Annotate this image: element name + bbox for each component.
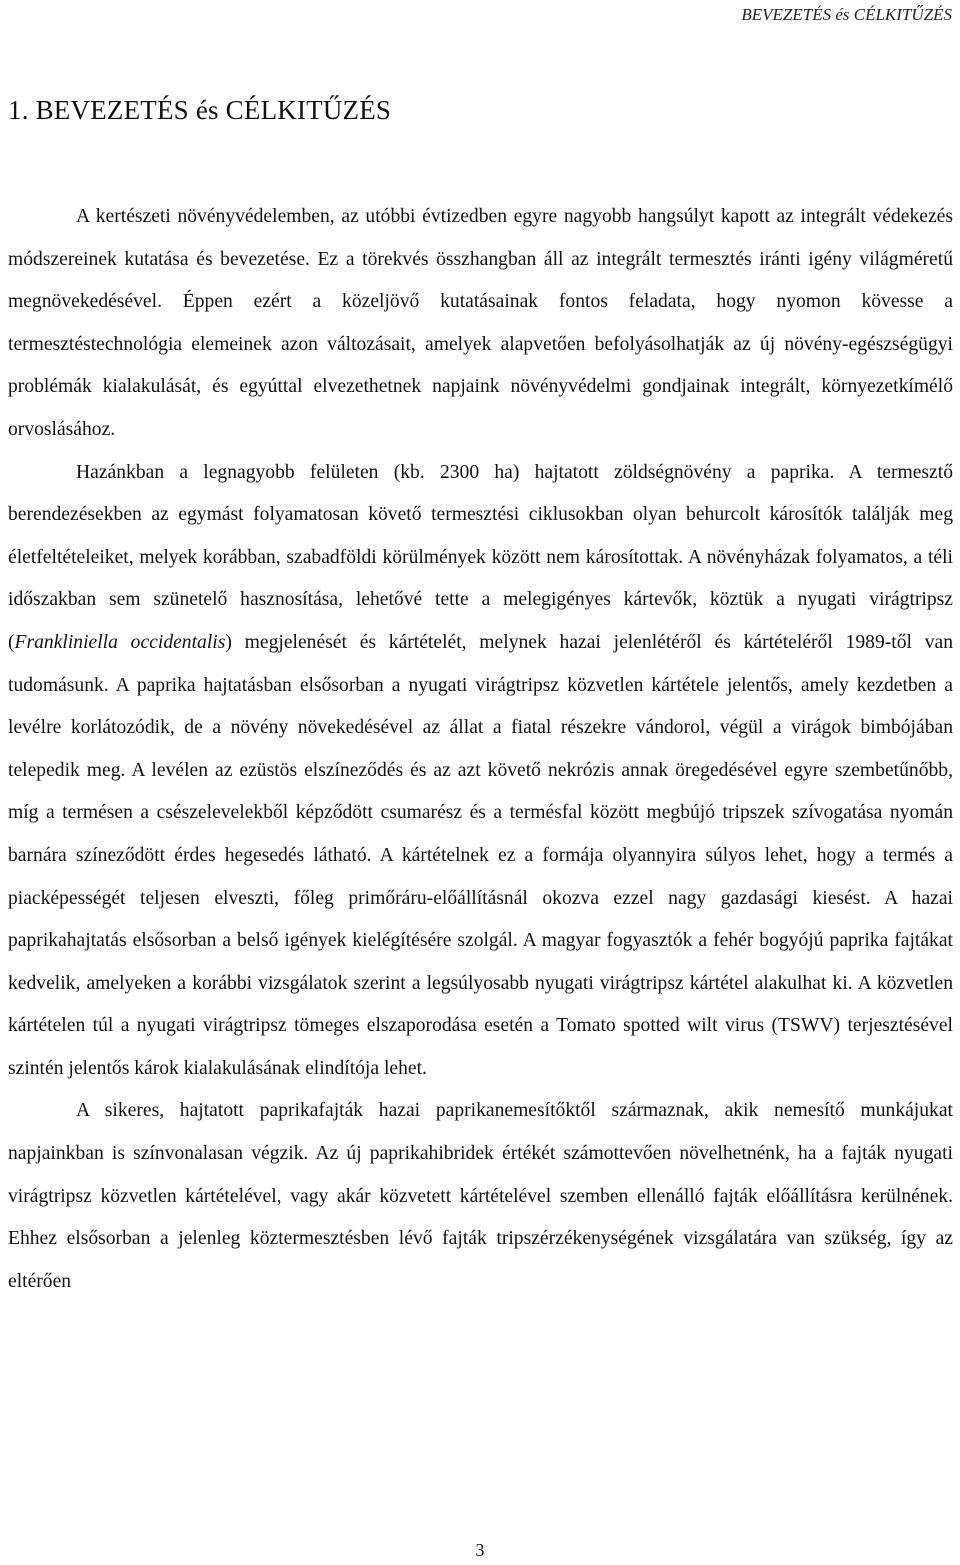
paragraph-3-text: A sikeres, hajtatott paprikafajták hazai paprikanemesítőktől származnak, akik nemesítő munkájukat napjainkban is színvonalasan végzik. Az új paprikahibridek értékét számottevően növelhetnénk, ha a fajták nyugati virágtripsz közvetlen kártételével, vagy akár közvetett kártételével szemben ellenálló fajták előállításra kerülnének. Ehhez elsősorban a jelenleg köztermesztésben lévő fajták tripszérzékenységének vizsgálatára van szükség, így az eltérően [8,1100,953,1292]
species-name: Frankliniella occidentalis [14,631,226,653]
paragraph-3 [8,1090,953,1303]
body-text [8,196,953,1303]
paragraph-1 [8,196,953,452]
chapter-title: 1. BEVEZETÉS és CÉLKITŰZÉS [8,95,392,125]
paragraph-1-text: A kertészeti növényvédelemben, az utóbbi évtizedben egyre nagyobb hangsúlyt kapott az integrált védekezés módszereinek kutatása és bevezetése. Ez a törekvés összhangban áll az integrált termesztés iránti igény világméretű megnövekedésével. Éppen ezért a közeljövő kutatásainak fontos feladata, hogy nyomon kövesse a termesztéstechnológia elemeinek azon változásait, amelyek alapvetően befolyásolhatják az új növény-egészségügyi problémák kialakulását, és egyúttal elvezethetnek napjaink növényvédelmi gondjainak integrált, környezetkímélő orvoslásához. [8,206,953,440]
running-header: BEVEZETÉS és CÉLKITŰZÉS [741,5,952,24]
paragraph-2-text-b: ) megjelenését és kártételét, melynek hazai jelenlétéről és kártételéről 1989-től van tudomásunk. A paprika hajtatásban elsősorban a nyugati virágtripsz közvetlen kártétele jelentős, amely kezdetben a levélre korlátozódik, de a növény növekedésével az állat a fiatal részekre vándorol, végül a virágok bimbójában telepedik meg. A levélen az ezüstös elszíneződés és az azt követő nekrózis annak öregedésével egyre szembetűnőbb, míg a termésen a csészelevelekből képződött csumarész és a termésfal között megbújó tripszek szívogatása nyomán barnára színeződött érdes hegesedés látható. A kártételnek ez a formája olyannyira súlyos lehet, hogy a termés a piacképességét teljesen elveszti, főleg primőráru-előállításnál okozva ezzel nagy gazdasági kiesést. A hazai paprikahajtatás elsősorban a belső igények kielégítésére szolgál. A magyar fogyasztók a fehér bogyójú paprika fajtákat kedvelik, amelyeken a korábbi vizsgálatok szerint a legsúlyosabb nyugati virágtripsz kártétel alakulhat ki. A közvetlen kártételen túl a nyugati virágtripsz tömeges elszaporodása esetén a Tomato spotted wilt virus (TSWV) terjesztésével szintén jelentős károk kialakulásának elindítója lehet. [8,631,953,1079]
paragraph-2 [8,452,953,1091]
paragraph-2-text-a: Hazánkban a legnagyobb felületen (kb. 2300 ha) hajtatott zöldségnövény a paprika. A termesztő berendezésekben az egymást folyamatosan követő termesztési ciklusokban olyan behurcolt károsítók találják meg életfeltételeiket, melyek korábban, szabadföldi körülmények között nem károsítottak. A növényházak folyamatos, a téli időszakban sem szünetelő hasznosítása, lehetővé tette a melegigényes kártevők, köztük a nyugati virágtripsz ( [8,461,953,653]
page-number: 3 [475,1540,485,1560]
